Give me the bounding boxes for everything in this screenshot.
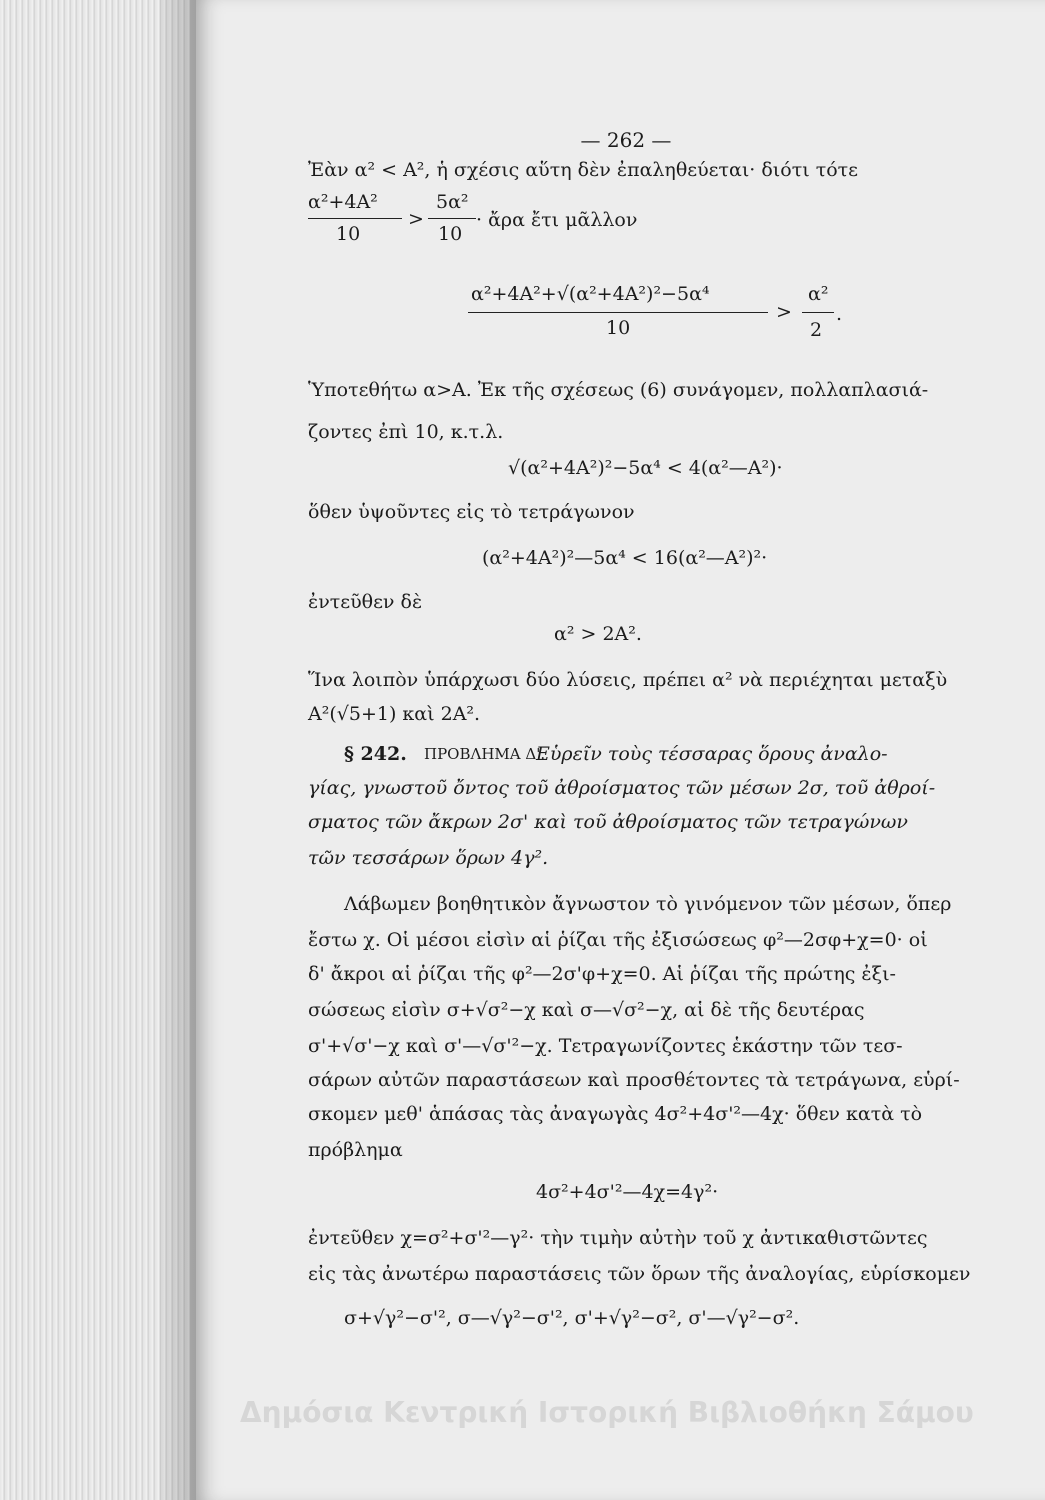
equation: σ+√γ²−σ'², σ—√γ²−σ'², σ'+√γ²−σ², σ'—√γ²−σ². bbox=[344, 1307, 800, 1329]
text-line: ζοντες ἐπὶ 10, κ.τ.λ. bbox=[308, 421, 504, 443]
fraction-numerator: α²+4Α²+√(α²+4Α²)²−5α⁴ bbox=[471, 283, 710, 305]
text-fragment: · ἄρα ἔτι μᾶλλον bbox=[476, 209, 638, 231]
text-line: σ'+√σ'−χ καὶ σ'—√σ'²−χ. Τετραγωνίζοντες ἑκάστην τῶν τεσ- bbox=[308, 1035, 903, 1057]
text-line: πρόβλημα bbox=[308, 1139, 403, 1161]
binding-shadow bbox=[160, 0, 200, 1500]
equation: α² > 2Α². bbox=[554, 623, 642, 645]
fraction-denominator: 10 bbox=[606, 317, 631, 339]
section-number: § 242. bbox=[344, 743, 407, 765]
text-line: Α²(√5+1) καὶ 2Α². bbox=[308, 703, 481, 725]
section-title: γίας, γνωστοῦ ὄντος τοῦ ἀθροίσματος τῶν μέσων 2σ, τοῦ ἀθροί- bbox=[308, 777, 936, 799]
fraction-denominator: 2 bbox=[810, 319, 823, 341]
text-line: ἔστω χ. Οἱ μέσοι εἰσὶν αἱ ῥίζαι τῆς ἐξισώσεως φ²—2σφ+χ=0· οἱ bbox=[308, 929, 928, 951]
text-line: Λάβωμεν βοηθητικὸν ἄγνωστον τὸ γινόμενον τῶν μέσων, ὅπερ bbox=[344, 893, 952, 915]
text-line: Ὑποτεθήτω α>Α. Ἐκ τῆς σχέσεως (6) συνάγομεν, πολλαπλασιά- bbox=[308, 379, 929, 401]
fraction-bar bbox=[308, 218, 402, 219]
fraction-bar bbox=[802, 312, 834, 313]
text-line: ἐντεῦθεν χ=σ²+σ'²—γ²· τὴν τιμὴν αὐτὴν τοῦ χ ἀντικαθιστῶντες bbox=[308, 1227, 928, 1249]
text-line: σάρων αὐτῶν παραστάσεων καὶ προσθέτοντες τὰ τετράγωνα, εὑρί- bbox=[308, 1069, 960, 1091]
greater-than-sign: > bbox=[408, 208, 424, 230]
text-line: Ἵνα λοιπὸν ὑπάρχωσι δύο λύσεις, πρέπει α² νὰ περιέχηται μεταξὺ bbox=[308, 669, 948, 691]
text-line: ἐντεῦθεν δὲ bbox=[308, 591, 423, 613]
text-line: ὅθεν ὑψοῦντες εἰς τὸ τετράγωνον bbox=[308, 501, 635, 523]
text-line: Ἐὰν α² < Α², ἡ σχέσις αὕτη δὲν ἐπαληθεύεται· διότι τότε bbox=[308, 159, 858, 181]
section-title: Εὑρεῖν τοὺς τέσσαρας ὅρους ἀναλο- bbox=[536, 743, 888, 765]
greater-than-sign: > bbox=[776, 301, 792, 323]
fraction-denominator: 10 bbox=[438, 223, 463, 245]
equation: √(α²+4Α²)²−5α⁴ < 4(α²—Α²)· bbox=[508, 457, 783, 479]
text-line: σκομεν μεθ' ἁπάσας τὰς ἀναγωγὰς 4σ²+4σ'²—4χ· ὅθεν κατὰ τὸ bbox=[308, 1103, 923, 1125]
book-page bbox=[196, 0, 1045, 1500]
fraction-bar bbox=[468, 312, 768, 313]
section-title: σματος τῶν ἄκρων 2σ' καὶ τοῦ ἀθροίσματος τῶν τετραγώνων bbox=[308, 811, 908, 833]
text-line: δ' ἄκροι αἱ ῥίζαι τῆς φ²—2σ'φ+χ=0. Αἱ ῥίζαι τῆς πρώτης ἐξι- bbox=[308, 963, 896, 985]
equation: (α²+4Α²)²—5α⁴ < 16(α²—Α²)²· bbox=[482, 547, 768, 569]
fraction-numerator: α² bbox=[808, 283, 829, 305]
fraction-denominator: 10 bbox=[336, 223, 361, 245]
section-title: τῶν τεσσάρων ὅρων 4γ². bbox=[308, 847, 549, 869]
punctuation: . bbox=[836, 303, 843, 325]
section-label: ΠΡΟΒΛΗΜΑ Δ'. bbox=[424, 745, 546, 763]
page-number: — 262 — bbox=[580, 128, 672, 152]
library-watermark: Δημόσια Κεντρική Ιστορική Βιβλιοθήκη Σάμου bbox=[240, 1396, 974, 1429]
text-line: εἰς τὰς ἀνωτέρω παραστάσεις τῶν ὅρων τῆς ἀναλογίας, εὑρίσκομεν bbox=[308, 1263, 971, 1285]
fraction-numerator: α²+4Α² bbox=[308, 191, 378, 213]
fraction-bar bbox=[428, 218, 476, 219]
equation: 4σ²+4σ'²—4χ=4γ²· bbox=[536, 1181, 719, 1203]
text-line: σώσεως εἰσὶν σ+√σ²−χ καὶ σ—√σ²−χ, αἱ δὲ τῆς δευτέρας bbox=[308, 999, 865, 1021]
fraction-numerator: 5α² bbox=[436, 191, 469, 213]
